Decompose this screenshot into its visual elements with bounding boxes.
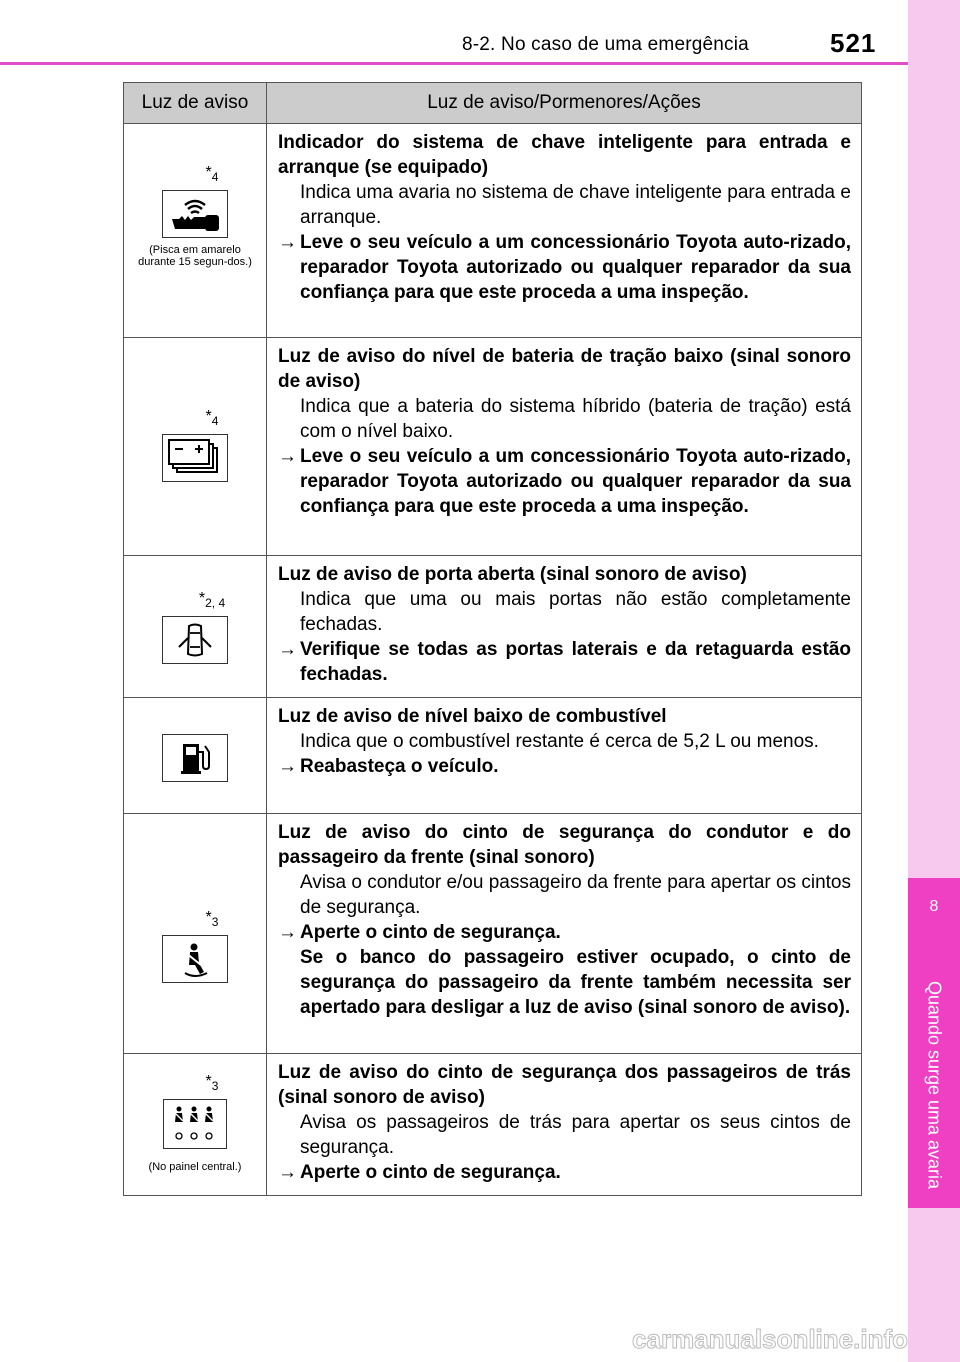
- section-title: 8-2. No caso de uma emergência: [462, 34, 749, 55]
- arrow-icon: →: [278, 446, 297, 467]
- icon-cell: [124, 814, 267, 1054]
- light-title: Luz de aviso de porta aberta (sinal sonoro de aviso): [278, 564, 747, 585]
- rear-seatbelt-icon: [163, 1099, 227, 1149]
- door-open-icon: [162, 616, 228, 664]
- arrow-icon: →: [278, 232, 297, 253]
- description-cell: [267, 556, 862, 698]
- table-row: [124, 124, 862, 338]
- description-cell: [267, 1054, 862, 1196]
- description-cell: [267, 698, 862, 814]
- icon-cell: [124, 698, 267, 814]
- seatbelt-icon: [162, 935, 228, 983]
- arrow-icon: →: [278, 922, 297, 943]
- chapter-number: 8: [929, 898, 939, 915]
- description-cell: [267, 124, 862, 338]
- side-tab-band: [908, 0, 960, 878]
- header-divider: [0, 62, 908, 65]
- table-row: [124, 1054, 862, 1196]
- light-description: Avisa os passageiros de trás para apertar os seus cintos de segurança.: [300, 1112, 851, 1158]
- watermark: carmanualsonline.info: [632, 1323, 908, 1354]
- arrow-icon: →: [278, 756, 297, 777]
- icon-cell: [124, 556, 267, 698]
- footnote-marker: $*_3$: [205, 1072, 219, 1093]
- column-header-details: Luz de aviso/Pormenores/Ações: [267, 83, 862, 124]
- chapter-title: Quando surge uma avaria: [924, 980, 945, 1190]
- icon-note: (Pisca em amarelo durante 15 segun-dos.): [138, 243, 252, 268]
- recommended-action: → Leve o seu veículo a um concessionário Toyota auto-rizado, reparador Toyota autorizado ou qualquer reparador da sua confiança para que este proceda a uma inspeção.: [278, 232, 851, 303]
- arrow-icon: →: [278, 639, 297, 660]
- additional-note: Se o banco do passageiro estiver ocupado, o cinto de segurança do passageiro da frente também necessita ser apertado para desligar a luz de aviso (sinal sonoro de aviso).: [300, 947, 851, 1018]
- side-tab-band: [908, 1208, 960, 1362]
- footnote-marker: $*_3$: [205, 908, 219, 929]
- table-row: [124, 814, 862, 1054]
- light-description: Indica que o combustível restante é cerca de 5,2 L ou menos.: [300, 731, 819, 752]
- icon-cell: [124, 1054, 267, 1196]
- table-row: [124, 338, 862, 556]
- smart-key-icon: [162, 190, 228, 238]
- icon-note: (No painel central.): [148, 1160, 242, 1173]
- recommended-action: → Aperte o cinto de segurança.: [278, 1162, 561, 1183]
- recommended-action: → Verifique se todas as portas laterais e da retaguarda estão fechadas.: [278, 639, 851, 685]
- chapter-side-tab: [908, 0, 960, 1362]
- arrow-icon: →: [278, 1162, 297, 1183]
- light-title: Luz de aviso do cinto de segurança dos passageiros de trás (sinal sonoro de aviso): [278, 1062, 851, 1108]
- page-number: 521: [830, 28, 877, 58]
- column-header-light: Luz de aviso: [124, 83, 267, 124]
- light-description: Indica que a bateria do sistema híbrido (bateria de tração) está com o nível baixo.: [300, 396, 851, 442]
- footnote-marker: $*_4$: [205, 163, 219, 184]
- table-header-row: [124, 83, 862, 124]
- table-row: [124, 556, 862, 698]
- footnote-marker: $*_{2, 4}$: [198, 589, 226, 610]
- description-cell: [267, 338, 862, 556]
- light-title: Indicador do sistema de chave inteligente para entrada e arranque (se equipado): [278, 132, 851, 178]
- light-description: Indica que uma ou mais portas não estão completamente fechadas.: [300, 589, 851, 635]
- light-description: Indica uma avaria no sistema de chave inteligente para entrada e arranque.: [300, 182, 851, 228]
- light-title: Luz de aviso de nível baixo de combustível: [278, 706, 667, 727]
- footnote-marker: $*_4$: [205, 407, 219, 428]
- fuel-pump-icon: [162, 734, 228, 782]
- recommended-action: → Aperte o cinto de segurança.: [278, 922, 561, 943]
- icon-cell: [124, 124, 267, 338]
- traction-battery-icon: [162, 434, 228, 482]
- recommended-action: → Leve o seu veículo a um concessionário Toyota auto-rizado, reparador Toyota autorizado ou qualquer reparador da sua confiança para que este proceda a uma inspeção.: [278, 446, 851, 517]
- light-title: Luz de aviso do cinto de segurança do condutor e do passageiro da frente (sinal sonoro): [278, 822, 851, 868]
- table-row: [124, 698, 862, 814]
- recommended-action: → Reabasteça o veículo.: [278, 756, 499, 777]
- icon-cell: [124, 338, 267, 556]
- light-title: Luz de aviso do nível de bateria de tração baixo (sinal sonoro de aviso): [278, 346, 851, 392]
- warning-lights-table: [123, 82, 862, 1196]
- light-description: Avisa o condutor e/ou passageiro da frente para apertar os cintos de segurança.: [300, 872, 851, 918]
- description-cell: [267, 814, 862, 1054]
